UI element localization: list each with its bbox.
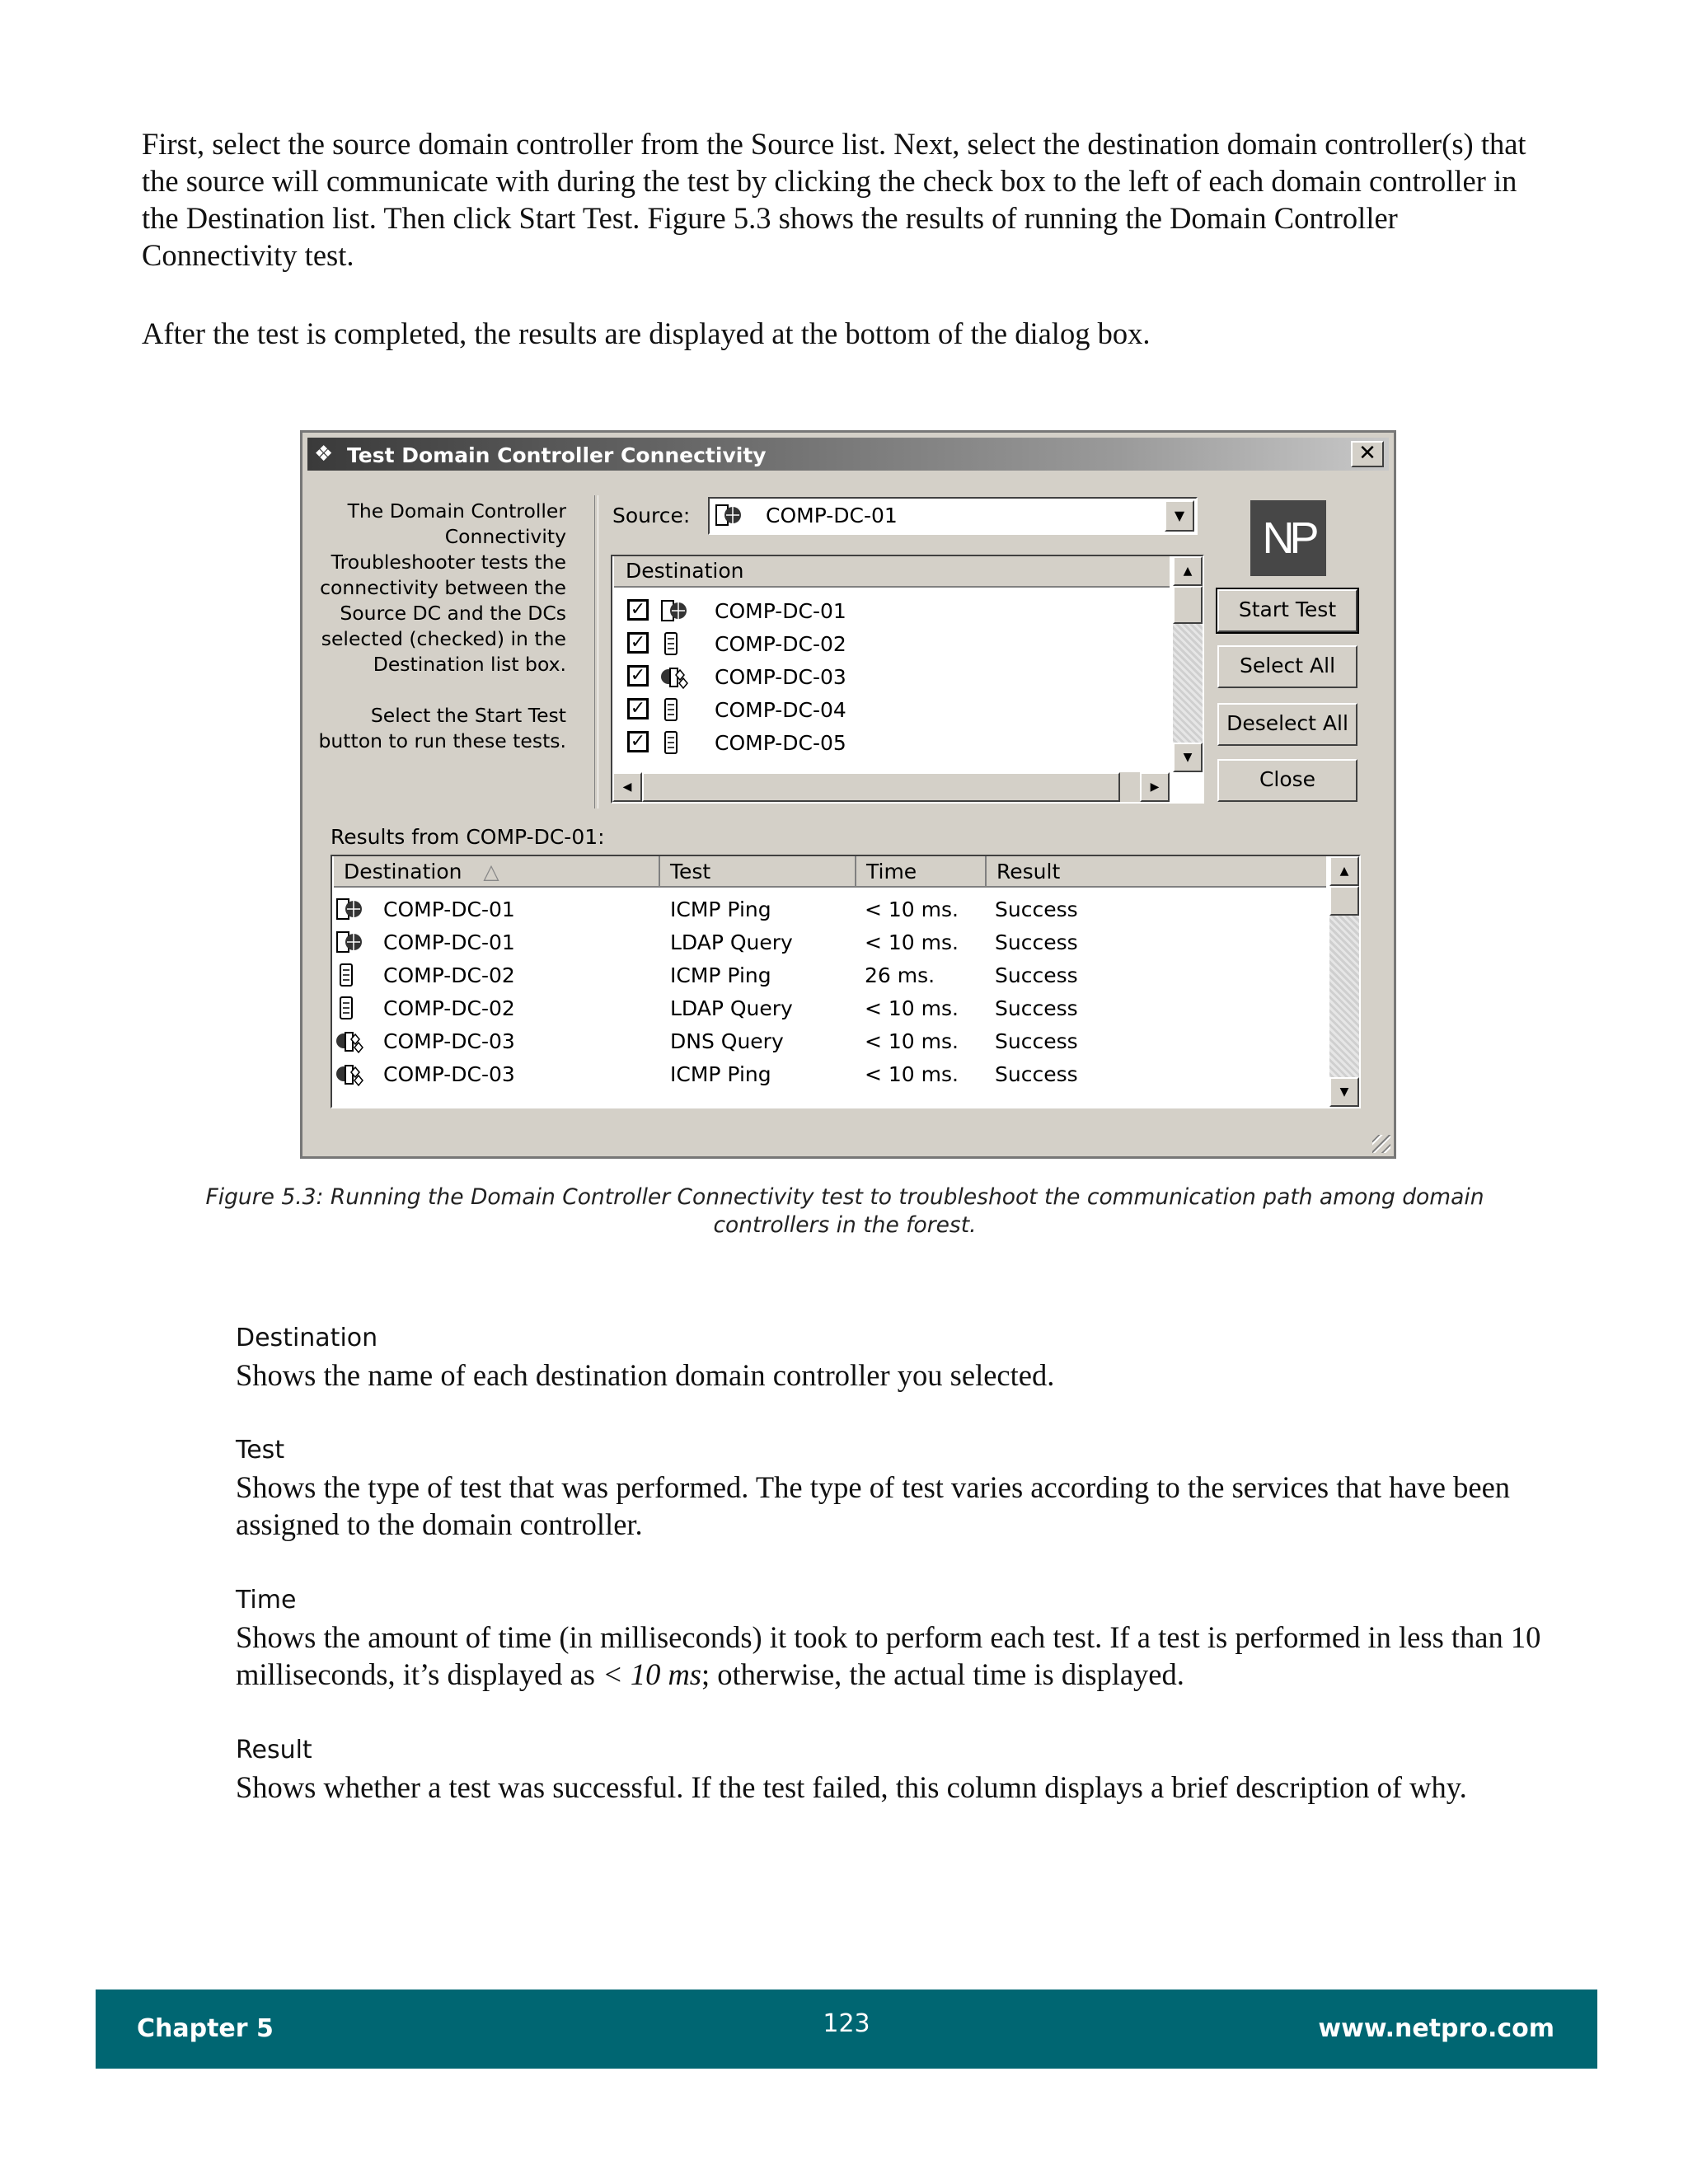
results-label: Results from COMP-DC-01: — [331, 825, 605, 849]
close-icon[interactable]: ✕ — [1351, 441, 1384, 467]
multi-server-icon — [335, 1028, 363, 1054]
dialog-description: The Domain Controller Connectivity Troubleshooter tests the connectivity between the Source DC and the DCs selected (checked) in the Destination list box. Select the Start Test button to run these tests. — [318, 499, 566, 752]
definition-destination: Shows the name of each destination domain controller you selected. — [236, 1358, 1055, 1392]
app-icon: ❖ — [314, 442, 334, 466]
scroll-down-icon[interactable]: ▼ — [1329, 1077, 1359, 1107]
destination-checkbox[interactable]: ✓ — [627, 599, 649, 621]
time-example: < 10 ms — [603, 1657, 702, 1691]
definition-result: Shows whether a test was successful. If the test failed, this column displays a brief description of why. — [236, 1770, 1467, 1804]
result-status: Success — [995, 963, 1078, 987]
globe-server-icon — [335, 929, 363, 955]
destination-name: COMP-DC-02 — [715, 632, 846, 656]
server-icon — [660, 696, 688, 723]
destination-scrollbar[interactable] — [1173, 556, 1203, 772]
globe-server-icon — [335, 896, 363, 922]
scroll-up-icon[interactable]: ▲ — [1329, 856, 1359, 886]
start-test-button[interactable]: Start Test — [1217, 589, 1357, 632]
close-button[interactable]: Close — [1217, 759, 1357, 802]
scroll-thumb[interactable] — [1329, 886, 1359, 916]
destination-name: COMP-DC-03 — [715, 665, 846, 689]
result-destination: COMP-DC-03 — [383, 1062, 515, 1086]
select-all-button[interactable]: Select All — [1217, 645, 1357, 688]
horizontal-scrollbar[interactable] — [612, 772, 1170, 802]
destination-name: COMP-DC-01 — [715, 599, 846, 623]
multi-server-icon — [660, 663, 688, 690]
scroll-right-icon[interactable]: ▶ — [1140, 772, 1170, 802]
result-test: LDAP Query — [670, 996, 793, 1020]
results-paragraph: After the test is completed, the results are displayed at the bottom of the dialog box. — [142, 316, 1151, 350]
source-label: Source: — [612, 504, 691, 527]
sort-ascending-icon: △ — [483, 860, 499, 883]
destination-checkbox[interactable]: ✓ — [627, 698, 649, 719]
result-time: < 10 ms. — [865, 1029, 959, 1053]
result-time: < 10 ms. — [865, 898, 959, 921]
definition-test: Shows the type of test that was performed. The type of test varies according to the services that have been assigned to the domain controller. — [236, 1470, 1511, 1541]
result-time: 26 ms. — [865, 963, 935, 987]
destination-checkbox[interactable]: ✓ — [627, 665, 649, 687]
page-number: 123 — [823, 2009, 870, 2038]
column-time[interactable]: Time — [856, 856, 987, 886]
result-test: ICMP Ping — [670, 963, 771, 987]
deselect-all-button[interactable]: Deselect All — [1217, 703, 1357, 746]
destination-list[interactable] — [611, 555, 1204, 804]
divider — [594, 495, 598, 808]
destination-header: Destination — [614, 556, 1170, 588]
result-status: Success — [995, 1062, 1078, 1086]
term-test: Test — [236, 1436, 285, 1465]
test-dc-connectivity-dialog — [300, 430, 1396, 1159]
chevron-down-icon[interactable]: ▼ — [1165, 500, 1194, 532]
definition-time: Shows the amount of time (in milliseconds) it took to perform each test. If a test is performed in less than 10 milliseconds, it’s displayed as < 10 ms; otherwise, the actual time is displayed. — [236, 1620, 1541, 1691]
result-test: ICMP Ping — [670, 898, 771, 921]
result-status: Success — [995, 996, 1078, 1020]
source-dropdown[interactable] — [708, 497, 1198, 535]
scroll-up-icon[interactable]: ▲ — [1173, 556, 1203, 586]
figure-caption: Figure 5.3: Running the Domain Controller Connectivity test to troubleshoot the communication path among domain controllers in the forest. — [205, 1184, 1484, 1238]
intro-paragraph: First, select the source domain controller from the Source list. Next, select the destination domain controller(s) that the source will communicate with during the test by clicking the check box to the left of each domain controller in the Destination list. Then click Start Test. Figure 5.3 shows the results of running the Domain Controller Connectivity test. — [142, 127, 1526, 272]
page-footer — [96, 1990, 1597, 2069]
scroll-thumb[interactable] — [1173, 586, 1203, 624]
website-link[interactable]: www.netpro.com — [1318, 2014, 1554, 2043]
multi-server-icon — [335, 1061, 363, 1087]
term-result: Result — [236, 1736, 312, 1765]
result-destination: COMP-DC-01 — [383, 898, 515, 921]
results-list[interactable] — [331, 855, 1361, 1108]
result-destination: COMP-DC-03 — [383, 1029, 515, 1053]
term-destination: Destination — [236, 1324, 378, 1352]
destination-checkbox[interactable]: ✓ — [627, 731, 649, 752]
destination-name: COMP-DC-04 — [715, 698, 846, 722]
result-destination: COMP-DC-01 — [383, 930, 515, 954]
results-scrollbar[interactable] — [1329, 856, 1359, 1107]
result-destination: COMP-DC-02 — [383, 996, 515, 1020]
column-destination[interactable]: Destination △ — [334, 856, 660, 886]
scroll-down-icon[interactable]: ▼ — [1173, 743, 1203, 772]
h-scroll-thumb[interactable] — [642, 772, 1120, 802]
server-icon — [335, 962, 363, 988]
dialog-title: Test Domain Controller Connectivity — [347, 443, 767, 467]
server-icon — [660, 729, 688, 756]
resize-grip-icon[interactable] — [1372, 1135, 1390, 1153]
destination-checkbox[interactable]: ✓ — [627, 632, 649, 654]
server-icon — [335, 995, 363, 1021]
destination-name: COMP-DC-05 — [715, 731, 846, 755]
globe-server-icon — [715, 502, 743, 528]
result-destination: COMP-DC-02 — [383, 963, 515, 987]
source-value: COMP-DC-01 — [766, 504, 898, 527]
results-header — [334, 856, 1326, 888]
chapter-label: Chapter 5 — [137, 2014, 274, 2043]
scroll-left-icon[interactable]: ◀ — [612, 772, 642, 802]
server-icon — [660, 630, 688, 657]
result-status: Success — [995, 1029, 1078, 1053]
result-status: Success — [995, 898, 1078, 921]
result-test: LDAP Query — [670, 930, 793, 954]
result-time: < 10 ms. — [865, 996, 959, 1020]
title-bar[interactable] — [307, 438, 1389, 471]
term-time: Time — [236, 1586, 297, 1615]
netpro-logo: NP — [1250, 500, 1326, 576]
column-result[interactable]: Result — [996, 860, 1061, 883]
result-test: DNS Query — [670, 1029, 784, 1053]
result-time: < 10 ms. — [865, 930, 959, 954]
column-test[interactable]: Test — [660, 856, 856, 886]
result-test: ICMP Ping — [670, 1062, 771, 1086]
globe-server-icon — [660, 598, 688, 624]
result-time: < 10 ms. — [865, 1062, 959, 1086]
result-status: Success — [995, 930, 1078, 954]
